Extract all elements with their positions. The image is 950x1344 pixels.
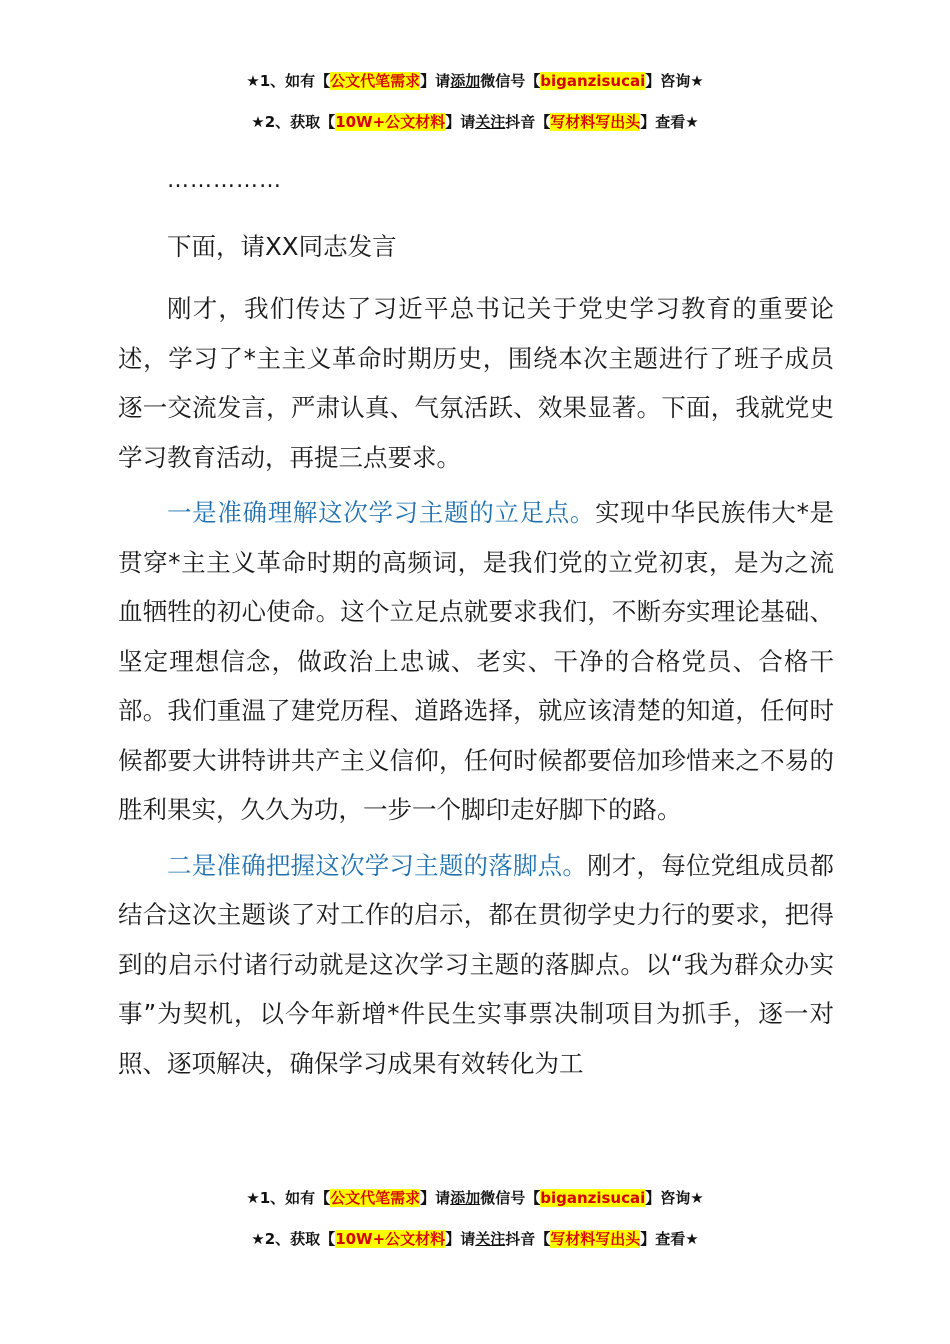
notice-highlight: 公文代笔需求 [330,72,421,90]
notice-underline: 关注 [475,113,506,131]
douyin-id: 写材料写出头 [550,1230,641,1248]
notice-text: 抖音【 [505,113,551,131]
notice-underline: 添加 [450,72,481,90]
notice-text: 】请 [420,72,451,90]
notice-text: 微信号【 [480,72,541,90]
paragraph-3-body: 刚才，每位党组成员都结合这次主题谈了对工作的启示，都在贯彻学史力行的要求，把得到的启示付诸行动就是这次学习主题的落脚点。以“我为群众办实事”为契机，以今年新增*件民生实事票决制项目为抓手，逐一对照、逐项解决，确保学习成果有效转化为工 [118,850,835,1078]
notice-line-1-bottom [0,1187,950,1208]
notice-text: 】查看★ [640,1230,699,1248]
notice-text: ★1、如有【 [246,1189,331,1207]
notice-highlight: 10W+公文材料 [335,113,446,131]
paragraph-2-body: 实现中华民族伟大*是贯穿*主主义革命时期的高频词，是我们党的立党初衷，是为之流血牺牲的初心使命。这个立足点就要求我们，不断夯实理论基础、坚定理想信念，做政治上忠诚、老实、干净的合格党员、合格干部。我们重温了建党历程、道路选择，就应该清楚的知道，任何时候都要大讲特讲共产主义信仰，任何时候都要倍加珍惜来之不易的胜利果实，久久为功，一步一个脚印走好脚下的路。 [118,498,835,824]
wechat-id: biganzisucai [540,1189,646,1207]
ellipsis: …………… [167,168,282,193]
notice-text: 】咨询★ [645,72,704,90]
paragraph-1: 刚才，我们传达了习近平总书记关于党史学习教育的重要论述，学习了*主主义革命时期历史，围绕本次主题进行了班子成员逐一交流发言，严肃认真、气氛活跃、效果显著。下面，我就党史学习教育活动，再提三点要求。 [118,294,834,472]
notice-text: ★2、获取【 [251,1230,336,1248]
notice-text: 】查看★ [640,113,699,131]
notice-text: 】请 [445,1230,476,1248]
notice-text: 抖音【 [505,1230,551,1248]
speaker-line: 下面，请XX同志发言 [167,232,397,261]
notice-underline: 关注 [475,1230,506,1248]
notice-text: ★2、获取【 [251,113,336,131]
paragraph-3 [118,841,834,1089]
wechat-id: biganzisucai [540,72,646,90]
notice-line-1-top [0,70,950,91]
notice-line-2-top [0,111,950,132]
notice-text: 】请 [420,1189,451,1207]
paragraph-3-heading: 二是准确把握这次学习主题的落脚点。 [167,850,588,880]
notice-highlight: 公文代笔需求 [330,1189,421,1207]
notice-line-2-bottom [0,1228,950,1249]
document-body [118,284,834,1088]
paragraph-2-heading: 一是准确理解这次学习主题的立足点。 [167,498,596,527]
notice-underline: 添加 [450,1189,481,1207]
notice-highlight: 10W+公文材料 [335,1230,446,1248]
notice-text: 】咨询★ [645,1189,704,1207]
douyin-id: 写材料写出头 [550,113,641,131]
notice-text: 微信号【 [480,1189,541,1207]
notice-text: 】请 [445,113,476,131]
paragraph-2 [118,488,834,835]
notice-text: ★1、如有【 [246,72,331,90]
